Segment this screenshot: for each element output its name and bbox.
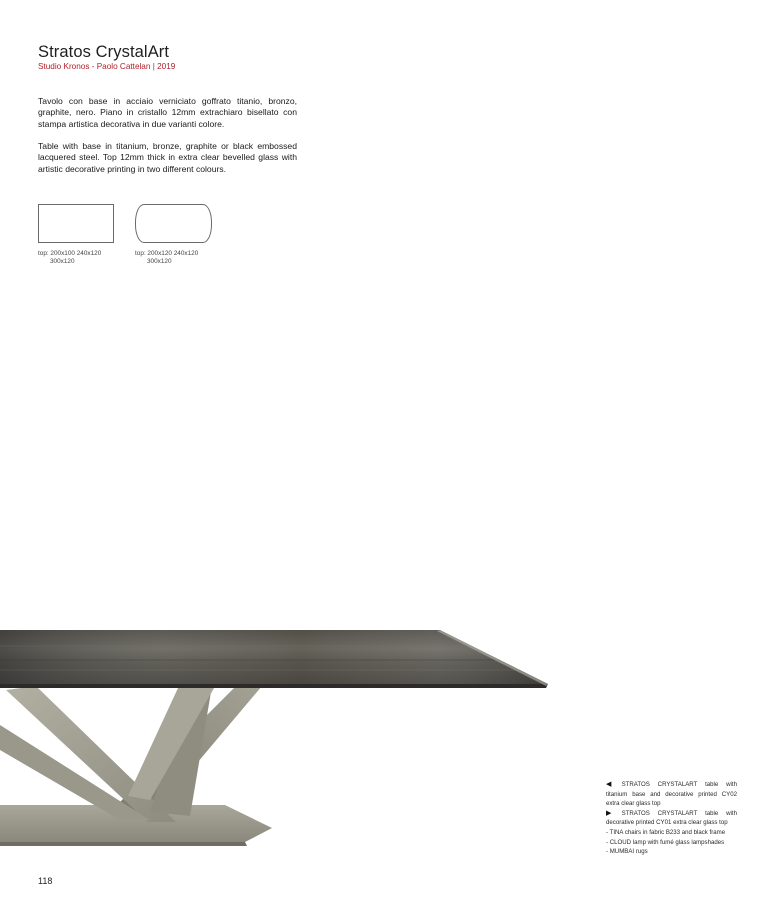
- caption-text: STRATOS CRYSTALART table with: [621, 781, 737, 788]
- caption-text: STRATOS CRYSTALART table with: [621, 809, 737, 817]
- rounded-top-icon: [135, 204, 212, 243]
- caption-line: titanium base and decorative printed CY02: [606, 790, 737, 798]
- caption-line: - MUMBAI rugs: [606, 848, 648, 856]
- dimensions-line: top: 200x120 240x120: [135, 250, 199, 257]
- table-photo: [0, 600, 600, 860]
- caption-line: [606, 809, 737, 819]
- caption-line: - CLOUD lamp with fumé glass lampshades: [606, 838, 725, 846]
- designer-credit: Studio Kronos - Paolo Cattelan | 2019: [38, 62, 176, 71]
- rounded-top-dimensions: [135, 250, 198, 266]
- caption-line: - TINA chairs in fabric B233 and black frame: [606, 828, 726, 836]
- photo-caption: [606, 780, 737, 857]
- rectangular-top-icon: [38, 204, 114, 243]
- dimensions-line: 300x120: [147, 258, 172, 266]
- arrow-right-icon: ▶: [606, 809, 618, 817]
- page-title: Stratos CrystalArt: [38, 43, 170, 61]
- dimensions-line: top: 200x100 240x120: [38, 250, 102, 257]
- rectangular-top-dimensions: [38, 250, 101, 266]
- caption-line: decorative printed CY01 extra clear glass top: [606, 819, 728, 827]
- arrow-left-icon: ◀: [606, 781, 618, 788]
- caption-line: extra clear glass top: [606, 800, 661, 808]
- caption-line: [606, 780, 737, 790]
- description-english: Table with base in titanium, bronze, graphite or black embossed lacquered steel. Top 12mm thick in extra clear bevelled glass with artistic decorative printing in two different colours.: [38, 141, 297, 174]
- dimensions-line: 300x120: [50, 258, 75, 266]
- page-number: 118: [38, 876, 53, 886]
- description-italian: Tavolo con base in acciaio verniciato goffrato titanio, bronzo, graphite, nero. Piano in cristallo 12mm extrachiaro bisellato con stampa artistica decorativa in due varianti colore.: [38, 96, 297, 129]
